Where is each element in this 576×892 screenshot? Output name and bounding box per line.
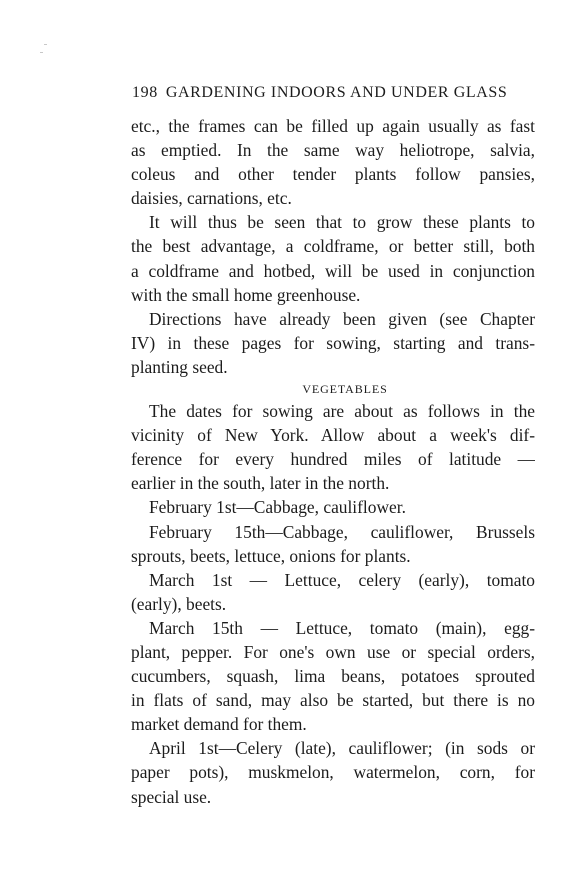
text-line: It will thus be seen that to grow these plants to (149, 212, 535, 233)
scan-speck (40, 52, 43, 53)
text-line: Directions have already been given (see Chapter (149, 308, 535, 329)
text-line: special use. (131, 786, 212, 807)
text-line: The dates for sowing are about as follows in the (149, 401, 535, 422)
text-line: March 15th — Lettuce, tomato (main), egg- (149, 617, 535, 638)
text-line: sprouts, beets, lettuce, onions for plants. (131, 545, 411, 566)
text-line: planting seed. (131, 356, 228, 377)
text-line: with the small home greenhouse. (131, 284, 361, 305)
text-line: in flats of sand, may also be started, but there is no (131, 690, 535, 711)
text-line: April 1st—Celery (late), cauliflower; (in sods or (149, 738, 535, 759)
text-line: coleus and other tender plants follow pansies, (131, 164, 535, 185)
body-text (131, 114, 535, 809)
text-line: February 1st—Cabbage, cauliflower. (149, 497, 406, 518)
page-number: 198 (132, 84, 158, 101)
text-line: etc., the frames can be filled up again usually as fast (131, 116, 535, 136)
text-line: vicinity of New York. Allow about a week's dif- (131, 425, 535, 446)
text-line: earlier in the south, later in the north. (131, 473, 390, 494)
text-line: daisies, carnations, etc. (131, 188, 292, 209)
section-heading: VEGETABLES (302, 382, 388, 397)
text-line: March 1st — Lettuce, celery (early), tomato (149, 569, 535, 590)
running-head (132, 84, 542, 102)
text-line: a coldframe and hotbed, will be used in conjunction (131, 260, 535, 281)
book-title: GARDENING INDOORS AND UNDER GLASS (165, 84, 508, 101)
text-line: cucumbers, squash, lima beans, potatoes sprouted (131, 666, 535, 687)
text-line: as emptied. In the same way heliotrope, salvia, (131, 140, 535, 161)
text-line: (early), beets. (131, 593, 227, 614)
text-line: ference for every hundred miles of latitude — (131, 449, 535, 470)
text-line: paper pots), muskmelon, watermelon, corn, for (131, 762, 535, 783)
scan-speck (44, 44, 47, 45)
text-line: market demand for them. (131, 714, 307, 735)
text-line: February 15th—Cabbage, cauliflower, Brussels (149, 521, 535, 542)
text-line: IV) in these pages for sowing, starting and trans- (131, 332, 535, 353)
text-line: plant, pepper. For one's own use or special orders, (131, 641, 535, 662)
text-line: the best advantage, a coldframe, or better still, both (131, 236, 535, 257)
